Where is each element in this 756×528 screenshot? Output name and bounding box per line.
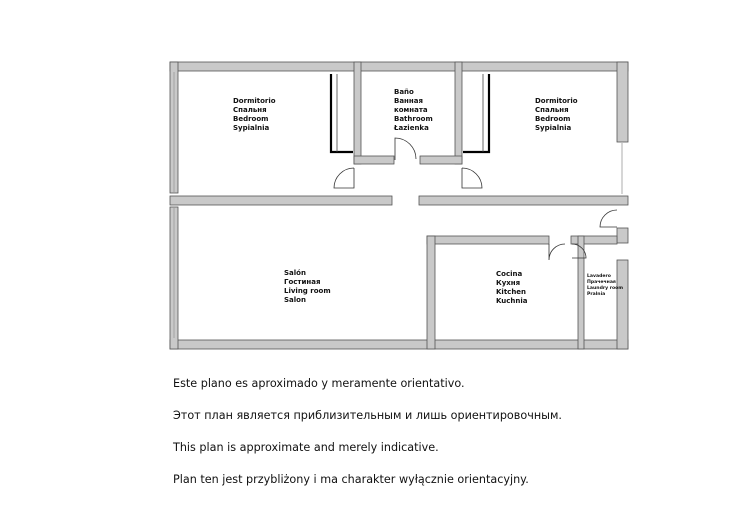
bathroom-wall-bottom-right — [420, 156, 462, 164]
door-kitchen — [549, 244, 565, 260]
outer-wall-top — [170, 62, 628, 71]
disclaimer-notes — [173, 376, 733, 504]
closet-bedroom-1 — [331, 74, 353, 152]
disclaimer-es: Este plano es aproximado y meramente orientativo. — [173, 377, 465, 390]
door-entrance — [600, 210, 617, 227]
corridor-wall-left — [170, 196, 392, 205]
door-bathroom — [395, 138, 416, 160]
laundry-wall — [578, 236, 584, 349]
door-bedroom-2 — [462, 168, 482, 188]
bathroom-wall-bottom-left — [354, 156, 394, 164]
disclaimer-pl: Plan ten jest przybliżony i ma charakter wyłącznie orientacyjny. — [173, 473, 529, 486]
bathroom-wall-right — [455, 62, 462, 164]
kitchen-wall-top — [427, 236, 549, 244]
bathroom-wall-left — [354, 62, 361, 164]
disclaimer-ru: Этот план является приблизительным и лишь ориентировочным. — [173, 409, 562, 422]
room-label-laundry: Lavadero Прачечная Laundry room Pralnia — [587, 274, 624, 297]
disclaimer-en: This plan is approximate and merely indicative. — [173, 441, 439, 454]
room-label-bathroom: Baño Ванная комната Bathroom Łazienka — [394, 88, 433, 132]
kitchen-wall-left — [427, 236, 435, 349]
outer-wall-right-upper — [617, 62, 628, 142]
outer-wall-bottom — [170, 340, 628, 349]
corridor-wall-right — [419, 196, 628, 205]
room-label-bedroom-2: Dormitorio Спальня Bedroom Sypialnia — [535, 97, 578, 132]
outer-wall-right-mid — [617, 228, 628, 243]
room-label-living-room: Salón Гостиная Living room Salon — [284, 269, 331, 304]
door-bedroom-1 — [334, 168, 354, 188]
closet-bedroom-2 — [463, 74, 489, 152]
room-label-kitchen: Cocina Кухня Kitchen Kuchnia — [496, 270, 528, 305]
room-label-bedroom-1: Dormitorio Спальня Bedroom Sypialnia — [233, 97, 276, 132]
outer-wall-right-lower — [617, 260, 628, 349]
